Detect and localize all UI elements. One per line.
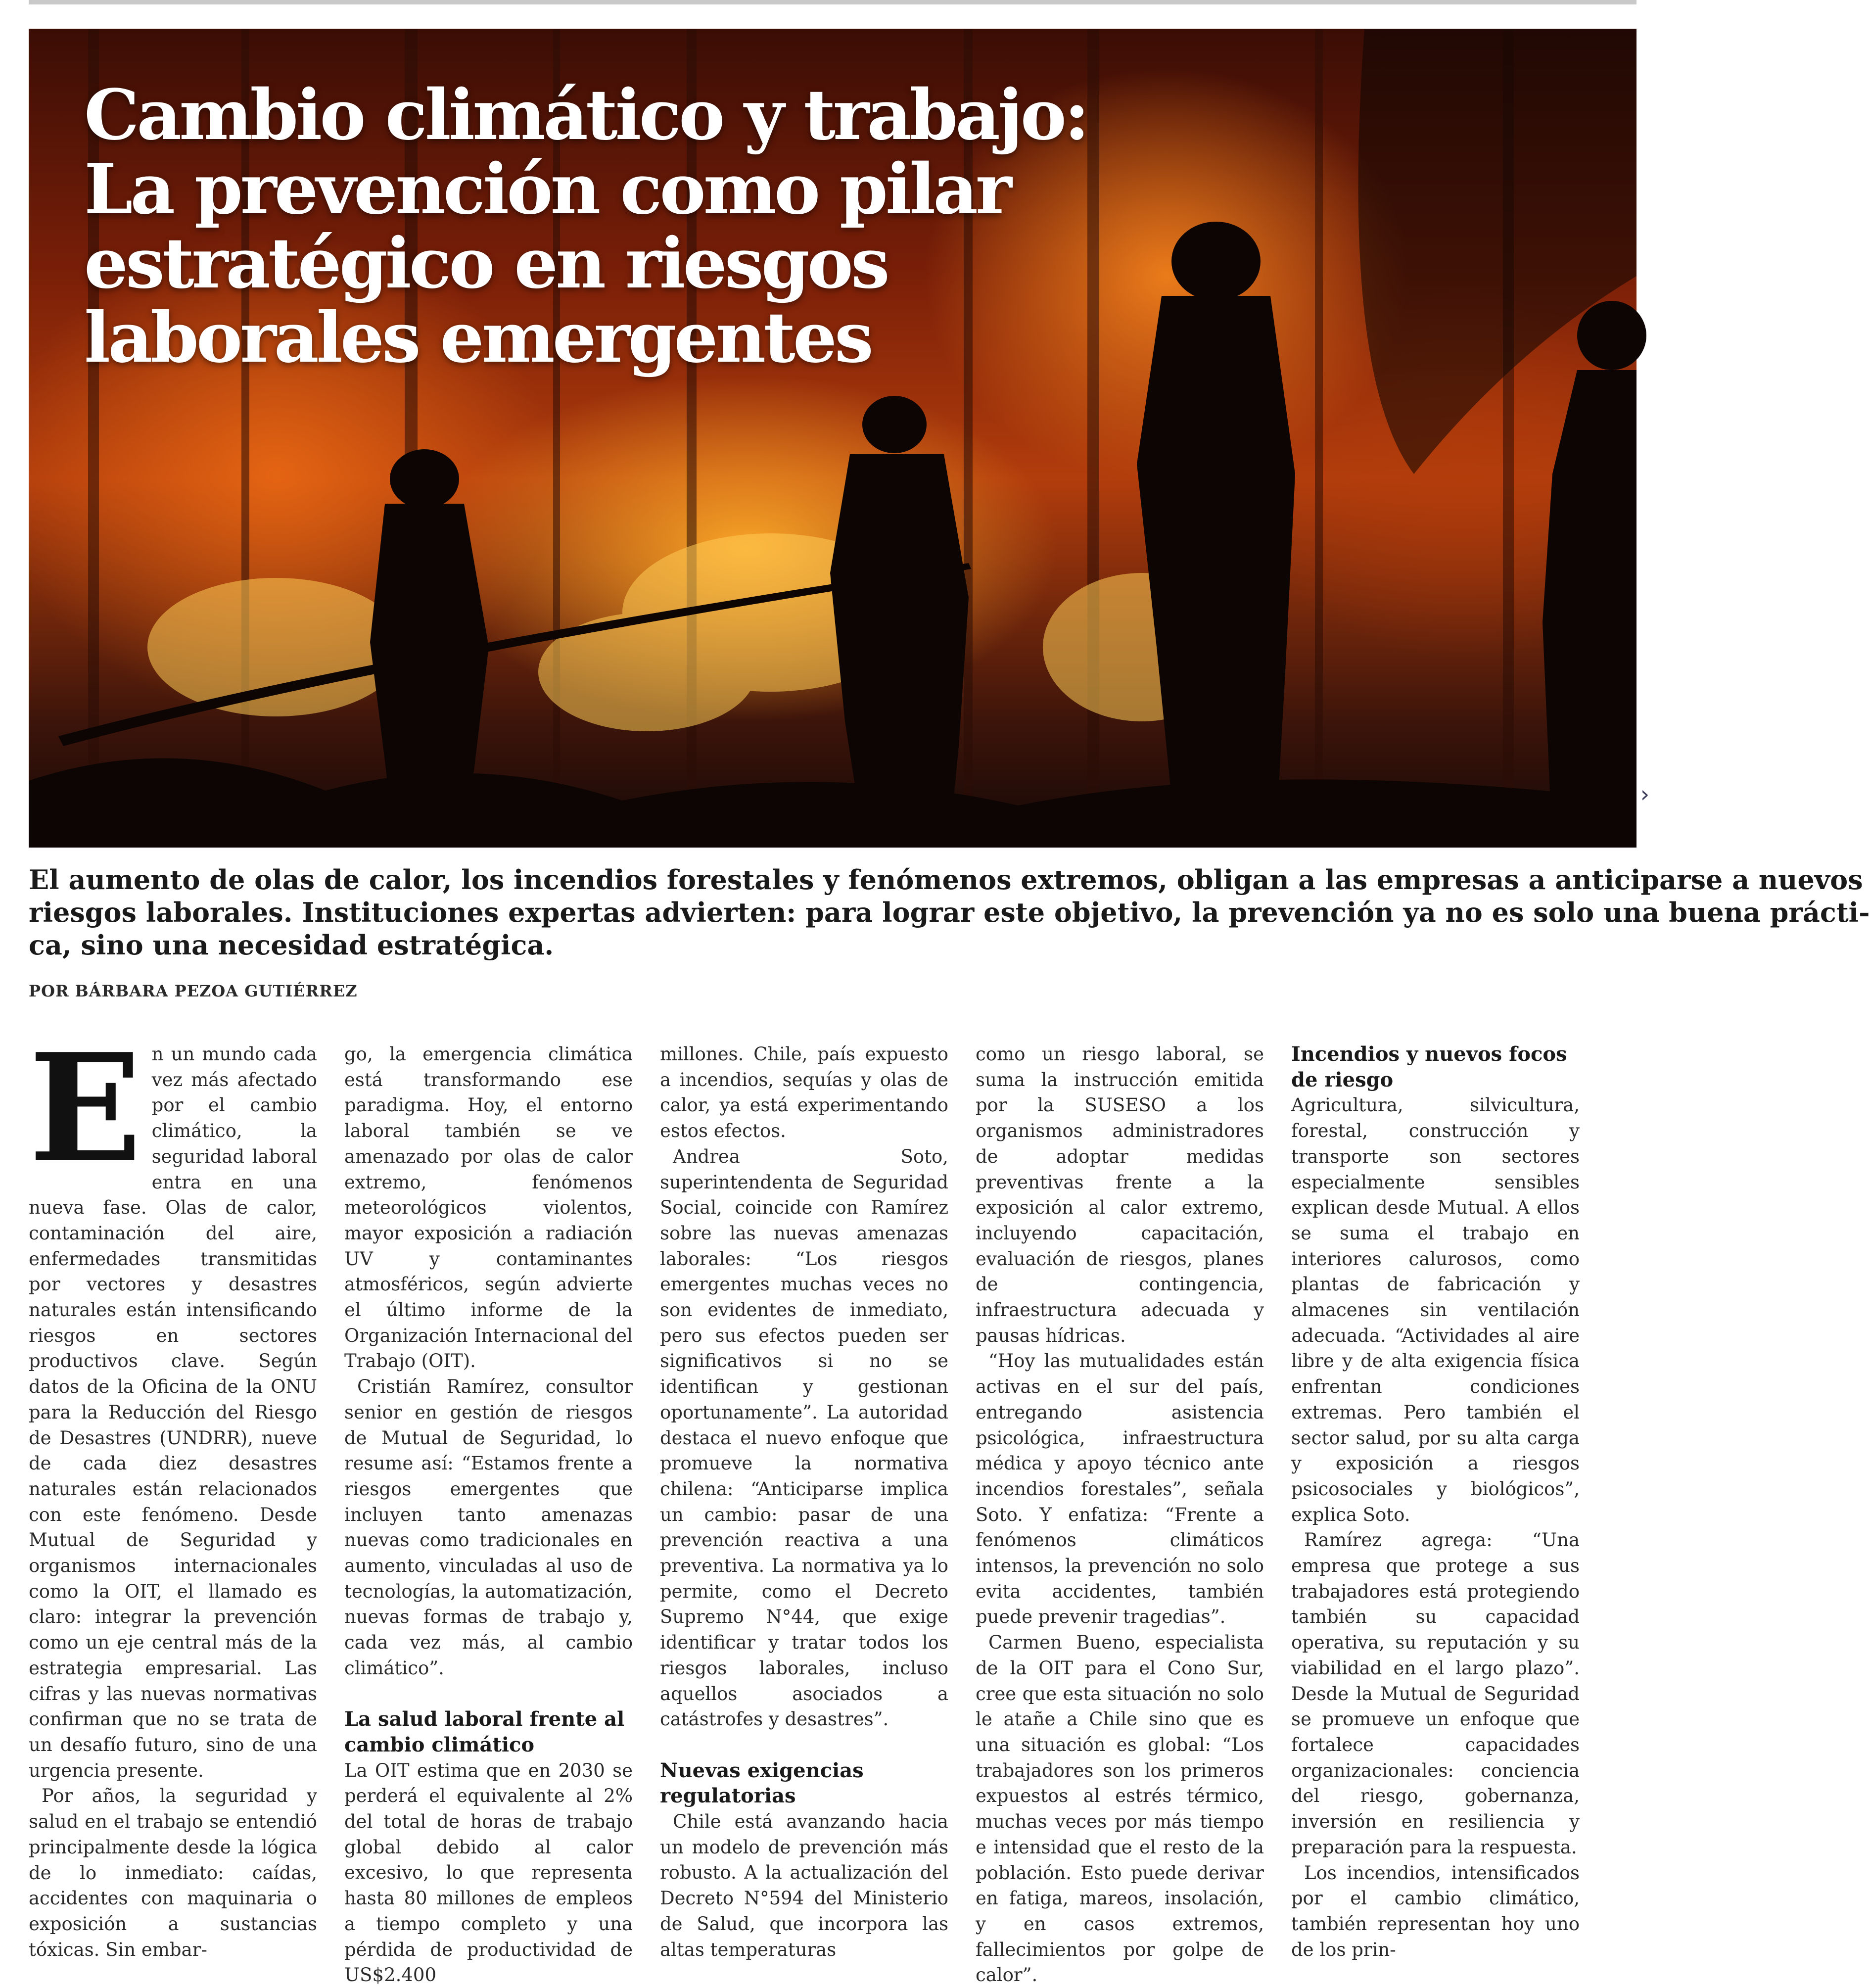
body-column-2 [344,1041,633,1986]
body-column-3 [660,1041,948,1960]
paragraph: n un mundo cada vez más afectado por el cambio climático, la seguridad laboral entra en una nueva fase. Olas de calor, contaminación del aire, enfermedades transmitidas por vectores y desastres naturales están intensificando riesgos en sectores productivos clave. Según datos de la Oficina de la ONU para la Reducción del Riesgo de Desastres (UNDRR), nueve de cada diez desastres naturales están relacionados con este fenómeno. Desde Mutual de Seguridad y organismos internacionales como la OIT, el llamado es claro: integrar la prevención como un eje central más de la estrategia empresarial. Las cifras y las nuevas normativas confirman que no se trata de un desafío futuro, sino de una urgencia presente. [29,1043,317,1781]
body-column-1 [29,1021,317,1960]
hero-photo [29,29,1636,848]
paragraph: Por años, la seguridad y salud en el trabajo se entendió principalmente desde la lógica de lo inmediato: caídas, accidentes con maquinaria o exposición a sustancias tóxicas. Sin embar- [29,1785,317,1960]
paragraph: Carmen Bueno, especialista de la OIT para el Cono Sur, cree que esta situación no solo le atañe a Chile sino que es una situación es global: “Los trabajadores son los primeros expuestos al estrés térmico, muchas veces por más tiempo e intensidad que el resto de la población. Esto puede derivar en fatiga, mareos, insolación, y en casos extremos, fallecimientos por golpe de calor”. [976,1632,1264,1986]
paragraph: como un riesgo laboral, se suma la instrucción emitida por la SUSESO a los organismos administradores de adoptar medidas preventivas frente a la exposición al calor extremo, incluyendo capacitación, evaluación de riesgos, planes de contingencia, infraestructura adecuada y pausas hídricas. [976,1043,1264,1346]
paragraph: Los incendios, intensificados por el cambio climático, también representan hoy uno de los prin- [1291,1862,1580,1960]
article-dek [29,863,1870,961]
headline-line: estratégico en riesgos [84,223,888,304]
paragraph: Cristián Ramírez, consultor senior en gestión de riesgos de Mutual de Seguridad, lo resume así: “Estamos frente a riesgos emergentes que incluyen tanto amenazas nuevas como tradicionales en aumento, vinculadas al uso de tecnologías, la automatización, nuevas formas de trabajo y, cada vez más, al cambio climático”. [344,1376,633,1679]
paragraph: Agricultura, silvicultura, forestal, construcción y transporte son sectores especialmente sensibles explican desde Mutual. A ellos se suma el trabajo en interiores calurosos, como plantas de fabricación y almacenes sin ventilación adecuada. “Actividades al aire libre y de alta exigencia física enfrentan condiciones extremas. Pero también el sector salud, por su alta carga y exposición a riesgos psicosociales y biológicos”, explica Soto. [1291,1094,1580,1525]
paragraph: go, la emergencia climática está transformando ese paradigma. Hoy, el entorno laboral también se ve amenazado por olas de calor extremo, fenómenos meteorológicos violentos, mayor exposición a radiación UV y contaminantes atmosféricos, según advierte el último informe de la Organización Internacional del Trabajo (OIT). [344,1043,633,1372]
paragraph: “Hoy las mutualidades están activas en el sur del país, entregando asistencia psicológica, infraestructura médica y apoyo técnico ante incendios forestales”, señala Soto. Y enfatiza: “Frente a fenómenos climáticos intensos, la prevención no solo evita accidentes, también puede prevenir tragedias”. [976,1350,1264,1628]
section-spacer [660,1732,948,1758]
body-column-4 [976,1041,1264,1986]
next-page-chevron-icon[interactable]: › [1640,781,1650,807]
paragraph: Andrea Soto, superintendenta de Seguridad Social, coincide con Ramírez sobre las nuevas amenazas laborales: “Los riesgos emergentes muchas veces no son evidentes de inmediato, pero sus efectos pueden ser significativos si no se identifican y gestionan oportunamente”. La autoridad destaca el nuevo enfoque que promueve la normativa chilena: “Anticiparse implica un cambio: pasar de una prevención reactiva a una preventiva. La normativa ya lo permite, como el Decreto Supremo N°44, que exige identificar y tratar todos los riesgos laborales, incluso aquellos asociados a catástrofes y desastres”. [660,1145,948,1730]
paragraph: millones. Chile, país expuesto a incendios, sequías y olas de calor, ya está experimentando estos efectos. [660,1043,948,1142]
byline: POR BÁRBARA PEZOA GUTIÉRREZ [29,982,358,1000]
section-heading: Nuevas exigencias regulatorias [660,1758,864,1808]
headline-line: Cambio climático y trabajo: [84,75,1087,156]
dek-line: ca, sino una necesidad estratégica. [29,929,554,961]
headline-line: laborales emergentes [84,297,871,379]
drop-cap: E [29,1021,142,1195]
paragraph: Ramírez agrega: “Una empresa que protege a sus trabajadores está protegiendo también su capacidad operativa, su reputación y su viabilidad en el largo plazo”. Desde la Mutual de Seguridad se promueve un enfoque que fortalece capacidades organizacionales: conciencia del riesgo, gobernanza, inversión en resiliencia y preparación para la respuesta. [1291,1529,1580,1858]
section-heading: La salud laboral frente al cambio climático [344,1707,625,1756]
dek-line: riesgos laborales. Instituciones expertas advierten: para lograr este objetivo, la prevención ya no es solo una buena prácti- [29,897,1870,928]
body-column-5 [1291,1041,1580,1960]
headline-line: La prevención como pilar [84,149,1010,230]
top-rule [29,0,1636,4]
section-heading: Incendios y nuevos focos de riesgo [1291,1042,1567,1091]
headline [84,75,1087,379]
dek-line: El aumento de olas de calor, los incendios forestales y fenómenos extremos, obligan a las empresas a anticiparse a nuevos [29,864,1863,896]
paragraph: La OIT estima que en 2030 se perderá el equivalente al 2% del total de horas de trabajo global debido al calor excesivo, lo que representa hasta 80 millones de empleos a tiempo completo y una pérdida de productividad de US$2.400 [344,1759,633,1986]
section-spacer [344,1681,633,1707]
paragraph: Chile está avanzando hacia un modelo de prevención más robusto. A la actualización del Decreto N°594 del Ministerio de Salud, que incorpora las altas temperaturas [660,1811,948,1960]
